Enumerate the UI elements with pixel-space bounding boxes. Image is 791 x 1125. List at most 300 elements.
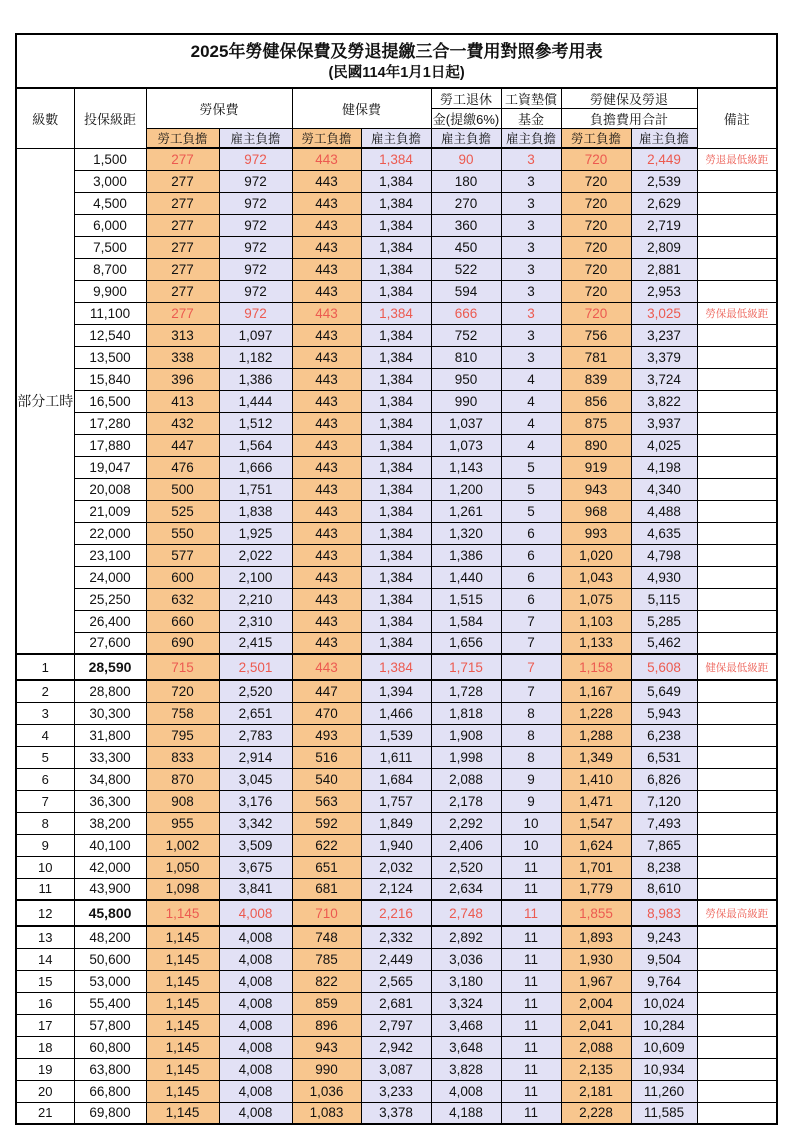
remark-cell [697, 768, 777, 790]
health-employer-cell: 1,384 [361, 148, 431, 170]
labor-employee-cell: 277 [146, 214, 219, 236]
bracket-cell: 31,800 [74, 724, 146, 746]
total-employee-cell: 720 [561, 192, 631, 214]
total-employer-cell: 5,115 [631, 588, 697, 610]
total-employee-cell: 1,103 [561, 610, 631, 632]
labor-employee-cell: 550 [146, 522, 219, 544]
total-employee-cell: 1,228 [561, 702, 631, 724]
total-employer-cell: 3,937 [631, 412, 697, 434]
pension-employer-cell: 1,037 [431, 412, 501, 434]
pension-employer-cell: 2,088 [431, 768, 501, 790]
table-row [16, 280, 777, 302]
labor-employee-cell: 447 [146, 434, 219, 456]
pension-employer-cell: 450 [431, 236, 501, 258]
bracket-cell: 63,800 [74, 1058, 146, 1080]
table-row [16, 812, 777, 834]
health-employee-cell: 443 [292, 280, 361, 302]
wage-fund-employer-cell: 11 [501, 948, 561, 970]
pension-employer-cell: 1,715 [431, 654, 501, 680]
table-row [16, 992, 777, 1014]
table-row [16, 346, 777, 368]
remark-cell [697, 368, 777, 390]
col-header-level: 級數 [16, 88, 74, 148]
wage-fund-employer-cell: 4 [501, 412, 561, 434]
health-employee-cell: 443 [292, 302, 361, 324]
table-row [16, 1014, 777, 1036]
subheader-total-employee: 勞工負擔 [561, 129, 631, 149]
pension-employer-cell: 270 [431, 192, 501, 214]
health-employee-cell: 443 [292, 170, 361, 192]
labor-employee-cell: 833 [146, 746, 219, 768]
labor-employer-cell: 1,182 [219, 346, 292, 368]
wage-fund-employer-cell: 11 [501, 878, 561, 900]
table-row [16, 1058, 777, 1080]
total-employer-cell: 6,531 [631, 746, 697, 768]
remark-cell [697, 812, 777, 834]
level-cell: 8 [16, 812, 74, 834]
wage-fund-employer-cell: 3 [501, 324, 561, 346]
table-row [16, 1102, 777, 1124]
level-cell: 12 [16, 900, 74, 926]
pension-employer-cell: 1,073 [431, 434, 501, 456]
wage-fund-employer-cell: 3 [501, 214, 561, 236]
total-employer-cell: 2,539 [631, 170, 697, 192]
pension-employer-cell: 3,648 [431, 1036, 501, 1058]
labor-employer-cell: 4,008 [219, 1058, 292, 1080]
labor-employer-cell: 4,008 [219, 1102, 292, 1124]
health-employee-cell: 443 [292, 390, 361, 412]
level-cell: 3 [16, 702, 74, 724]
health-employer-cell: 1,384 [361, 280, 431, 302]
labor-employer-cell: 4,008 [219, 970, 292, 992]
labor-employee-cell: 577 [146, 544, 219, 566]
level-cell: 11 [16, 878, 74, 900]
total-employer-cell: 3,822 [631, 390, 697, 412]
labor-employee-cell: 1,145 [146, 926, 219, 948]
health-employer-cell: 1,384 [361, 434, 431, 456]
health-employer-cell: 2,565 [361, 970, 431, 992]
labor-employer-cell: 2,415 [219, 632, 292, 654]
total-employer-cell: 4,025 [631, 434, 697, 456]
total-employee-cell: 1,471 [561, 790, 631, 812]
labor-employee-cell: 1,098 [146, 878, 219, 900]
level-cell: 13 [16, 926, 74, 948]
health-employee-cell: 592 [292, 812, 361, 834]
table-row [16, 390, 777, 412]
wage-fund-employer-cell: 6 [501, 544, 561, 566]
health-employee-cell: 443 [292, 258, 361, 280]
labor-employee-cell: 1,145 [146, 1102, 219, 1124]
pension-employer-cell: 810 [431, 346, 501, 368]
labor-employee-cell: 313 [146, 324, 219, 346]
health-employer-cell: 1,384 [361, 302, 431, 324]
bracket-cell: 3,000 [74, 170, 146, 192]
bracket-cell: 42,000 [74, 856, 146, 878]
total-employee-cell: 720 [561, 170, 631, 192]
labor-employer-cell: 2,520 [219, 680, 292, 702]
total-employer-cell: 3,237 [631, 324, 697, 346]
table-row [16, 768, 777, 790]
health-employee-cell: 622 [292, 834, 361, 856]
remark-cell [697, 544, 777, 566]
bracket-cell: 20,008 [74, 478, 146, 500]
health-employer-cell: 1,384 [361, 456, 431, 478]
labor-employee-cell: 1,145 [146, 900, 219, 926]
health-employee-cell: 516 [292, 746, 361, 768]
wage-fund-employer-cell: 11 [501, 1014, 561, 1036]
total-employee-cell: 720 [561, 280, 631, 302]
total-employee-cell: 1,075 [561, 588, 631, 610]
table-row [16, 302, 777, 324]
health-employee-cell: 443 [292, 214, 361, 236]
total-employer-cell: 5,608 [631, 654, 697, 680]
labor-employer-cell: 1,838 [219, 500, 292, 522]
total-employee-cell: 919 [561, 456, 631, 478]
health-employer-cell: 1,684 [361, 768, 431, 790]
health-employee-cell: 443 [292, 632, 361, 654]
total-employee-cell: 2,228 [561, 1102, 631, 1124]
wage-fund-employer-cell: 4 [501, 390, 561, 412]
health-employer-cell: 1,849 [361, 812, 431, 834]
total-employer-cell: 11,260 [631, 1080, 697, 1102]
labor-employee-cell: 660 [146, 610, 219, 632]
level-cell: 7 [16, 790, 74, 812]
labor-employer-cell: 2,914 [219, 746, 292, 768]
total-employer-cell: 4,635 [631, 522, 697, 544]
labor-employee-cell: 500 [146, 478, 219, 500]
total-employee-cell: 1,855 [561, 900, 631, 926]
table-row [16, 970, 777, 992]
pension-employer-cell: 1,656 [431, 632, 501, 654]
remark-cell [697, 856, 777, 878]
level-cell: 6 [16, 768, 74, 790]
health-employee-cell: 443 [292, 148, 361, 170]
health-employee-cell: 540 [292, 768, 361, 790]
table-row [16, 746, 777, 768]
level-cell: 14 [16, 948, 74, 970]
table-row [16, 948, 777, 970]
labor-employer-cell: 4,008 [219, 900, 292, 926]
health-employer-cell: 1,384 [361, 390, 431, 412]
health-employee-cell: 785 [292, 948, 361, 970]
health-employee-cell: 493 [292, 724, 361, 746]
health-employer-cell: 1,384 [361, 368, 431, 390]
remark-cell: 勞保最低級距 [697, 302, 777, 324]
health-employee-cell: 443 [292, 456, 361, 478]
col-header-labor-insurance: 勞保費 [146, 88, 292, 129]
health-employer-cell: 1,384 [361, 522, 431, 544]
labor-employee-cell: 1,145 [146, 1080, 219, 1102]
labor-employee-cell: 396 [146, 368, 219, 390]
total-employer-cell: 9,504 [631, 948, 697, 970]
total-employee-cell: 1,624 [561, 834, 631, 856]
table-row [16, 610, 777, 632]
total-employee-cell: 1,930 [561, 948, 631, 970]
table-title-cell [16, 34, 777, 88]
table-row [16, 702, 777, 724]
remark-cell [697, 214, 777, 236]
subheader-labor-employer: 雇主負擔 [219, 129, 292, 149]
bracket-cell: 23,100 [74, 544, 146, 566]
col-header-total-line1: 勞健保及勞退 [561, 88, 697, 109]
health-employer-cell: 3,378 [361, 1102, 431, 1124]
bracket-cell: 45,800 [74, 900, 146, 926]
bracket-cell: 28,590 [74, 654, 146, 680]
wage-fund-employer-cell: 3 [501, 148, 561, 170]
labor-employer-cell: 4,008 [219, 1036, 292, 1058]
total-employer-cell: 10,934 [631, 1058, 697, 1080]
health-employer-cell: 1,384 [361, 500, 431, 522]
labor-employee-cell: 277 [146, 280, 219, 302]
total-employer-cell: 4,198 [631, 456, 697, 478]
total-employer-cell: 3,025 [631, 302, 697, 324]
total-employer-cell: 9,764 [631, 970, 697, 992]
total-employee-cell: 1,158 [561, 654, 631, 680]
health-employer-cell: 2,797 [361, 1014, 431, 1036]
total-employee-cell: 1,020 [561, 544, 631, 566]
remark-cell [697, 258, 777, 280]
remark-cell [697, 746, 777, 768]
labor-employee-cell: 795 [146, 724, 219, 746]
bracket-cell: 22,000 [74, 522, 146, 544]
health-employer-cell: 1,384 [361, 632, 431, 654]
health-employee-cell: 443 [292, 478, 361, 500]
health-employer-cell: 3,087 [361, 1058, 431, 1080]
labor-employer-cell: 1,097 [219, 324, 292, 346]
bracket-cell: 50,600 [74, 948, 146, 970]
remark-cell [697, 632, 777, 654]
bracket-cell: 40,100 [74, 834, 146, 856]
bracket-cell: 33,300 [74, 746, 146, 768]
bracket-cell: 9,900 [74, 280, 146, 302]
wage-fund-employer-cell: 5 [501, 478, 561, 500]
level-cell: 4 [16, 724, 74, 746]
health-employee-cell: 896 [292, 1014, 361, 1036]
level-cell: 10 [16, 856, 74, 878]
remark-cell [697, 1102, 777, 1124]
health-employee-cell: 710 [292, 900, 361, 926]
bracket-cell: 30,300 [74, 702, 146, 724]
bracket-cell: 13,500 [74, 346, 146, 368]
pension-employer-cell: 1,143 [431, 456, 501, 478]
table-row [16, 1036, 777, 1058]
remark-cell [697, 236, 777, 258]
labor-employer-cell: 2,210 [219, 588, 292, 610]
level-cell: 20 [16, 1080, 74, 1102]
remark-cell [697, 680, 777, 702]
bracket-cell: 24,000 [74, 566, 146, 588]
remark-cell: 健保最低級距 [697, 654, 777, 680]
pension-employer-cell: 3,324 [431, 992, 501, 1014]
remark-cell [697, 1036, 777, 1058]
labor-employee-cell: 955 [146, 812, 219, 834]
premium-reference-table [15, 33, 778, 1125]
total-employer-cell: 3,724 [631, 368, 697, 390]
wage-fund-employer-cell: 7 [501, 680, 561, 702]
table-row [16, 500, 777, 522]
labor-employee-cell: 870 [146, 768, 219, 790]
remark-cell [697, 390, 777, 412]
labor-employee-cell: 1,145 [146, 992, 219, 1014]
labor-employer-cell: 972 [219, 280, 292, 302]
subheader-health-employee: 勞工負擔 [292, 129, 361, 149]
bracket-cell: 60,800 [74, 1036, 146, 1058]
table-row [16, 236, 777, 258]
health-employer-cell: 1,384 [361, 170, 431, 192]
labor-employee-cell: 277 [146, 192, 219, 214]
remark-cell [697, 170, 777, 192]
total-employee-cell: 1,288 [561, 724, 631, 746]
bracket-cell: 15,840 [74, 368, 146, 390]
wage-fund-employer-cell: 3 [501, 346, 561, 368]
health-employee-cell: 443 [292, 654, 361, 680]
page-subtitle: (民國114年1月1日起) [328, 64, 465, 81]
labor-employee-cell: 720 [146, 680, 219, 702]
pension-employer-cell: 950 [431, 368, 501, 390]
total-employer-cell: 10,609 [631, 1036, 697, 1058]
health-employer-cell: 1,384 [361, 258, 431, 280]
labor-employee-cell: 476 [146, 456, 219, 478]
subheader-wage-fund-employer: 雇主負擔 [501, 129, 561, 149]
pension-employer-cell: 2,520 [431, 856, 501, 878]
bracket-cell: 25,250 [74, 588, 146, 610]
level-cell: 18 [16, 1036, 74, 1058]
total-employer-cell: 9,243 [631, 926, 697, 948]
page-title: 2025年勞健保保費及勞退提繳三合一費用對照參考用表 [190, 41, 603, 61]
total-employer-cell: 5,285 [631, 610, 697, 632]
wage-fund-employer-cell: 8 [501, 702, 561, 724]
subheader-total-employer: 雇主負擔 [631, 129, 697, 149]
bracket-cell: 6,000 [74, 214, 146, 236]
remark-cell [697, 456, 777, 478]
total-employer-cell: 8,983 [631, 900, 697, 926]
wage-fund-employer-cell: 8 [501, 746, 561, 768]
health-employee-cell: 443 [292, 610, 361, 632]
total-employer-cell: 3,379 [631, 346, 697, 368]
wage-fund-employer-cell: 3 [501, 302, 561, 324]
remark-cell [697, 588, 777, 610]
remark-cell [697, 926, 777, 948]
health-employer-cell: 1,384 [361, 566, 431, 588]
total-employee-cell: 1,701 [561, 856, 631, 878]
total-employer-cell: 11,585 [631, 1102, 697, 1124]
total-employer-cell: 10,284 [631, 1014, 697, 1036]
pension-employer-cell: 3,180 [431, 970, 501, 992]
total-employee-cell: 720 [561, 148, 631, 170]
total-employee-cell: 2,181 [561, 1080, 631, 1102]
pension-employer-cell: 1,818 [431, 702, 501, 724]
total-employer-cell: 2,719 [631, 214, 697, 236]
labor-employer-cell: 1,925 [219, 522, 292, 544]
bracket-cell: 26,400 [74, 610, 146, 632]
health-employee-cell: 859 [292, 992, 361, 1014]
health-employee-cell: 443 [292, 522, 361, 544]
bracket-cell: 19,047 [74, 456, 146, 478]
health-employer-cell: 1,466 [361, 702, 431, 724]
remark-cell [697, 702, 777, 724]
labor-employer-cell: 4,008 [219, 992, 292, 1014]
health-employee-cell: 1,036 [292, 1080, 361, 1102]
bracket-cell: 55,400 [74, 992, 146, 1014]
header-row-groups [16, 88, 777, 109]
health-employee-cell: 822 [292, 970, 361, 992]
total-employee-cell: 856 [561, 390, 631, 412]
wage-fund-employer-cell: 11 [501, 992, 561, 1014]
labor-employee-cell: 908 [146, 790, 219, 812]
labor-employee-cell: 277 [146, 258, 219, 280]
remark-cell [697, 192, 777, 214]
total-employee-cell: 839 [561, 368, 631, 390]
bracket-cell: 1,500 [74, 148, 146, 170]
subheader-health-employer: 雇主負擔 [361, 129, 431, 149]
level-cell: 16 [16, 992, 74, 1014]
total-employer-cell: 6,826 [631, 768, 697, 790]
wage-fund-employer-cell: 10 [501, 834, 561, 856]
wage-fund-employer-cell: 10 [501, 812, 561, 834]
table-row [16, 1080, 777, 1102]
labor-employer-cell: 3,675 [219, 856, 292, 878]
labor-employee-cell: 1,145 [146, 948, 219, 970]
table-row [16, 588, 777, 610]
labor-employee-cell: 338 [146, 346, 219, 368]
wage-fund-employer-cell: 4 [501, 434, 561, 456]
pension-employer-cell: 3,036 [431, 948, 501, 970]
total-employee-cell: 1,133 [561, 632, 631, 654]
health-employer-cell: 2,124 [361, 878, 431, 900]
health-employer-cell: 1,611 [361, 746, 431, 768]
health-employer-cell: 1,394 [361, 680, 431, 702]
pension-employer-cell: 2,892 [431, 926, 501, 948]
wage-fund-employer-cell: 7 [501, 610, 561, 632]
labor-employer-cell: 972 [219, 258, 292, 280]
subheader-pension-employer: 雇主負擔 [431, 129, 501, 149]
labor-employee-cell: 277 [146, 236, 219, 258]
labor-employee-cell: 1,145 [146, 1014, 219, 1036]
health-employee-cell: 748 [292, 926, 361, 948]
health-employer-cell: 2,332 [361, 926, 431, 948]
bracket-cell: 53,000 [74, 970, 146, 992]
health-employer-cell: 1,940 [361, 834, 431, 856]
bracket-cell: 17,280 [74, 412, 146, 434]
pension-employer-cell: 666 [431, 302, 501, 324]
health-employee-cell: 563 [292, 790, 361, 812]
health-employer-cell: 1,539 [361, 724, 431, 746]
labor-employer-cell: 4,008 [219, 948, 292, 970]
table-row [16, 632, 777, 654]
pension-employer-cell: 3,828 [431, 1058, 501, 1080]
table-row [16, 654, 777, 680]
labor-employee-cell: 632 [146, 588, 219, 610]
labor-employee-cell: 277 [146, 302, 219, 324]
pension-employer-cell: 180 [431, 170, 501, 192]
remark-cell [697, 346, 777, 368]
total-employer-cell: 8,238 [631, 856, 697, 878]
total-employer-cell: 2,953 [631, 280, 697, 302]
total-employee-cell: 781 [561, 346, 631, 368]
labor-employer-cell: 1,751 [219, 478, 292, 500]
table-row [16, 148, 777, 170]
labor-employer-cell: 4,008 [219, 1080, 292, 1102]
remark-cell [697, 522, 777, 544]
total-employee-cell: 720 [561, 236, 631, 258]
level-cell: 21 [16, 1102, 74, 1124]
wage-fund-employer-cell: 3 [501, 280, 561, 302]
table-row [16, 456, 777, 478]
remark-cell [697, 948, 777, 970]
level-cell: 15 [16, 970, 74, 992]
total-employer-cell: 7,493 [631, 812, 697, 834]
labor-employer-cell: 1,666 [219, 456, 292, 478]
